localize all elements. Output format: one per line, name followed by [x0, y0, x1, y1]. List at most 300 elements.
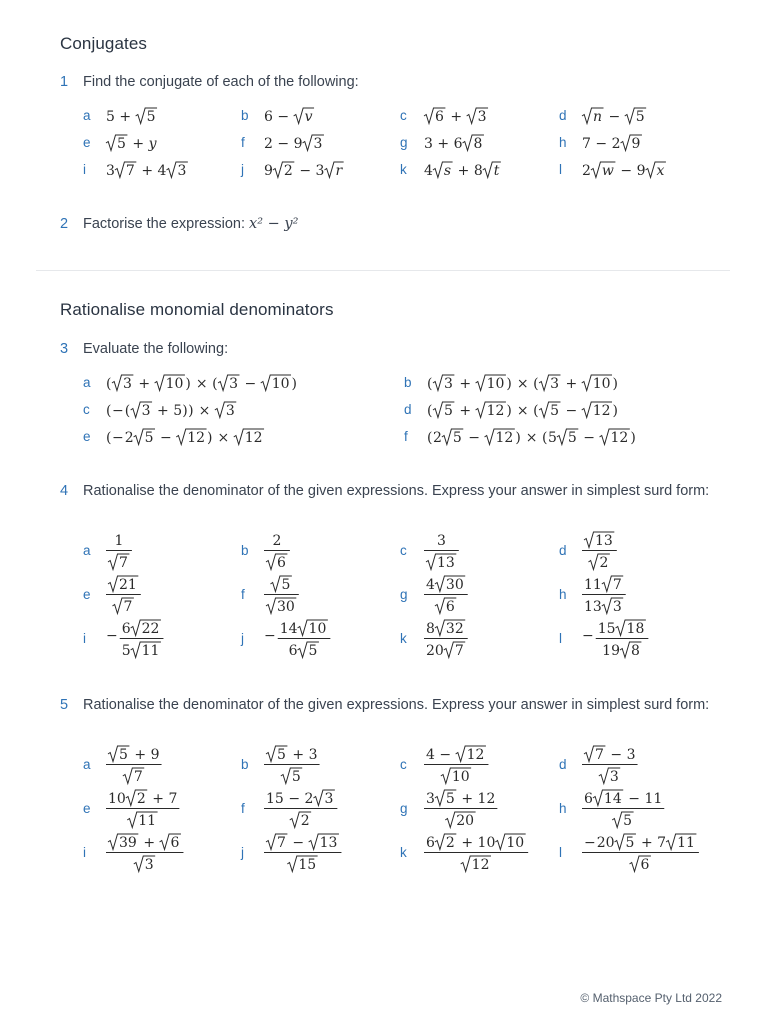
svg-text:−: −	[582, 628, 594, 644]
svg-text:−: −	[595, 136, 608, 152]
svg-text:7: 7	[657, 835, 667, 851]
section-title-conjugates: Conjugates	[60, 34, 148, 53]
question-number-2: 2	[60, 216, 69, 232]
svg-text:7: 7	[582, 136, 591, 152]
question-number-5: 5	[60, 697, 69, 713]
svg-text:(: (	[427, 376, 433, 392]
question-number-3: 3	[60, 341, 69, 357]
svg-text:3: 3	[122, 376, 132, 392]
svg-text:13: 13	[595, 533, 613, 549]
svg-text:11: 11	[644, 791, 663, 807]
svg-text:9: 9	[631, 136, 641, 152]
item-label-k: k	[400, 845, 407, 860]
svg-text:12: 12	[187, 430, 206, 446]
svg-text:6: 6	[288, 643, 298, 659]
math-expression-j	[264, 618, 333, 666]
svg-text:10: 10	[477, 835, 496, 851]
svg-text:6: 6	[121, 621, 131, 637]
svg-text:−: −	[277, 136, 290, 152]
item-label-l: l	[559, 631, 562, 646]
svg-text:3: 3	[141, 403, 151, 419]
svg-text:−: −	[160, 430, 172, 446]
item-label-e: e	[83, 135, 91, 150]
svg-text:−: −	[565, 403, 578, 419]
math-expression-d	[582, 530, 619, 578]
svg-text:−: −	[277, 109, 290, 125]
svg-text:1: 1	[114, 533, 124, 549]
svg-text:(: (	[542, 430, 548, 446]
svg-text:y: y	[148, 136, 157, 152]
math-expression-e	[106, 132, 160, 158]
svg-text:−: −	[439, 747, 452, 763]
question-4-text: Rationalise the denominator of the given expressions. Express your answer in simplest surd form:	[83, 483, 710, 499]
item-label-k: k	[400, 631, 407, 646]
item-label-h: h	[559, 587, 567, 602]
svg-text:5: 5	[277, 747, 286, 763]
question-number-4: 4	[60, 483, 69, 499]
svg-text:−: −	[583, 430, 596, 446]
math-expression-a	[106, 105, 160, 131]
svg-text:6: 6	[584, 791, 593, 807]
svg-text:5: 5	[550, 403, 559, 419]
svg-text:3: 3	[436, 533, 446, 549]
svg-text:5: 5	[281, 577, 291, 593]
svg-text:−: −	[299, 163, 312, 179]
item-label-f: f	[241, 801, 245, 816]
math-expression-b	[264, 744, 322, 792]
svg-text:20: 20	[596, 835, 615, 851]
svg-text:+: +	[157, 403, 169, 419]
svg-text:−: −	[292, 835, 305, 851]
math-expression-g	[424, 132, 487, 158]
math-expression-c	[424, 105, 491, 131]
svg-text:6: 6	[453, 136, 463, 152]
item-label-g: g	[400, 801, 408, 816]
item-label-a: a	[83, 108, 91, 123]
svg-text:9: 9	[636, 163, 646, 179]
svg-text:(: (	[106, 376, 112, 392]
svg-text:−: −	[111, 403, 124, 419]
section-divider	[36, 270, 730, 271]
svg-text:(: (	[533, 376, 539, 392]
svg-text:12: 12	[495, 430, 514, 446]
item-label-i: i	[83, 162, 86, 177]
svg-text:10: 10	[451, 769, 470, 785]
svg-text:18: 18	[626, 621, 645, 637]
svg-text:5: 5	[623, 813, 633, 829]
math-expression-b	[427, 372, 621, 398]
item-label-g: g	[400, 135, 408, 150]
svg-text:+: +	[437, 136, 450, 152]
svg-text:12: 12	[244, 430, 263, 446]
svg-text:12: 12	[610, 430, 629, 446]
svg-text:(: (	[533, 403, 539, 419]
math-expression-d	[427, 399, 621, 425]
svg-text:+: +	[141, 163, 154, 179]
svg-text:r: r	[335, 163, 343, 179]
svg-text:6: 6	[426, 835, 435, 851]
svg-text:12: 12	[466, 747, 485, 763]
svg-text:7: 7	[133, 769, 143, 785]
svg-text:2: 2	[582, 163, 591, 179]
svg-text:+: +	[461, 791, 474, 807]
svg-text:5: 5	[625, 835, 635, 851]
svg-text:−: −	[264, 628, 276, 644]
svg-text:11: 11	[138, 813, 157, 829]
svg-text:15: 15	[266, 791, 284, 807]
svg-text:×: ×	[525, 430, 538, 446]
svg-text:5: 5	[291, 769, 301, 785]
svg-text:): )	[185, 376, 191, 392]
copyright-footer: © Mathspace Pty Ltd 2022	[580, 991, 722, 1005]
svg-text:2: 2	[124, 430, 134, 446]
svg-text:6: 6	[435, 109, 444, 125]
svg-text:3: 3	[106, 163, 115, 179]
svg-text:+: +	[143, 835, 156, 851]
svg-text:22: 22	[141, 621, 160, 637]
math-expression-a	[106, 372, 300, 398]
svg-text:−: −	[584, 835, 596, 851]
svg-text:9: 9	[264, 163, 273, 179]
math-expression-h	[582, 788, 667, 836]
svg-text:+: +	[152, 791, 164, 807]
svg-text:8: 8	[630, 643, 640, 659]
svg-text:3: 3	[177, 163, 187, 179]
svg-text:5: 5	[567, 430, 577, 446]
math-expression-e	[106, 574, 143, 622]
svg-text:10: 10	[308, 621, 327, 637]
item-label-b: b	[241, 543, 249, 558]
svg-text:9: 9	[293, 136, 303, 152]
item-label-j: j	[241, 162, 244, 177]
math-expression-f	[264, 132, 327, 158]
svg-text:×: ×	[516, 376, 529, 392]
svg-text:6: 6	[264, 109, 273, 125]
math-expression-k	[424, 618, 470, 666]
svg-text:2: 2	[445, 835, 455, 851]
svg-text:3: 3	[315, 163, 325, 179]
math-expression-g	[424, 574, 470, 622]
question-number-1: 1	[60, 74, 69, 90]
svg-text:10: 10	[108, 791, 126, 807]
svg-text:8: 8	[426, 621, 435, 637]
svg-text:3: 3	[424, 136, 433, 152]
item-label-f: f	[404, 429, 408, 444]
svg-text:11: 11	[677, 835, 695, 851]
svg-text:×: ×	[217, 430, 230, 446]
math-expression-h	[582, 574, 628, 622]
math-expression-b	[264, 530, 292, 578]
math-expression-f	[427, 426, 639, 452]
math-expression-d	[582, 744, 640, 792]
svg-text:2: 2	[283, 163, 293, 179]
svg-text:+: +	[640, 835, 653, 851]
math-expression-e	[106, 788, 182, 836]
svg-text:×: ×	[195, 376, 208, 392]
svg-text:−: −	[106, 628, 118, 644]
math-expression-e	[106, 426, 267, 452]
svg-text:s: s	[443, 163, 452, 179]
svg-text:5: 5	[445, 791, 455, 807]
svg-text:7: 7	[277, 835, 286, 851]
svg-text:): )	[506, 376, 512, 392]
svg-text:10: 10	[271, 376, 290, 392]
item-label-f: f	[241, 587, 245, 602]
item-label-e: e	[83, 587, 91, 602]
item-label-e: e	[83, 429, 91, 444]
svg-text:4: 4	[426, 747, 435, 763]
svg-text:(: (	[106, 430, 112, 446]
item-label-d: d	[559, 108, 567, 123]
item-label-l: l	[559, 162, 562, 177]
svg-text:2: 2	[300, 813, 310, 829]
section-title-rationalise: Rationalise monomial denominators	[60, 300, 334, 319]
svg-text:5: 5	[547, 430, 557, 446]
svg-text:10: 10	[506, 835, 525, 851]
math-expression-k	[424, 832, 531, 880]
svg-text:19: 19	[602, 643, 621, 659]
svg-text:6: 6	[170, 835, 180, 851]
svg-text:(: (	[212, 376, 218, 392]
svg-text:x: x	[656, 163, 665, 179]
svg-text:−: −	[244, 376, 257, 392]
svg-text:): )	[612, 403, 618, 419]
svg-text:v: v	[304, 109, 313, 125]
question-5-text: Rationalise the denominator of the given expressions. Express your answer in simplest surd form:	[83, 697, 710, 713]
svg-text:3: 3	[225, 403, 235, 419]
item-label-h: h	[559, 801, 567, 816]
svg-text:7: 7	[119, 555, 128, 571]
math-expression-h	[582, 132, 645, 158]
math-expression-a	[106, 744, 164, 792]
svg-text:+: +	[565, 376, 578, 392]
svg-text:2: 2	[611, 136, 621, 152]
svg-text:11: 11	[584, 577, 602, 593]
svg-text:(: (	[427, 403, 433, 419]
svg-text:(: (	[427, 430, 433, 446]
item-label-d: d	[559, 543, 567, 558]
item-label-j: j	[241, 845, 244, 860]
item-label-k: k	[400, 162, 407, 177]
svg-text:−: −	[620, 163, 633, 179]
svg-text:): )	[188, 403, 194, 419]
svg-text:3: 3	[308, 747, 318, 763]
svg-text:3: 3	[612, 599, 622, 615]
svg-text:5: 5	[443, 403, 453, 419]
svg-text:+: +	[119, 109, 132, 125]
svg-text:13: 13	[319, 835, 338, 851]
svg-text:4: 4	[424, 163, 433, 179]
svg-text:7: 7	[454, 643, 464, 659]
question-2-prompt: Factorise the expression:	[83, 216, 250, 232]
svg-text:(: (	[106, 403, 112, 419]
math-expression-i	[106, 159, 191, 185]
svg-text:): )	[515, 430, 521, 446]
svg-text:5: 5	[308, 643, 318, 659]
svg-text:5: 5	[635, 109, 645, 125]
svg-text:2: 2	[304, 791, 314, 807]
svg-text:+: +	[461, 835, 474, 851]
svg-text:14: 14	[603, 791, 622, 807]
item-label-l: l	[559, 845, 562, 860]
question-2-expression: x² − y²	[249, 216, 299, 232]
question-2-text	[83, 214, 298, 234]
item-label-g: g	[400, 587, 408, 602]
item-label-b: b	[241, 108, 249, 123]
math-expression-c	[424, 744, 491, 792]
svg-text:4: 4	[157, 163, 167, 179]
svg-text:×: ×	[198, 403, 211, 419]
svg-text:+: +	[450, 109, 463, 125]
svg-text:21: 21	[119, 577, 137, 593]
svg-text:): )	[612, 376, 618, 392]
svg-text:12: 12	[592, 403, 611, 419]
svg-text:3: 3	[426, 791, 435, 807]
svg-text:15: 15	[597, 621, 616, 637]
svg-text:): )	[506, 403, 512, 419]
svg-text:10: 10	[486, 376, 505, 392]
math-expression-g	[424, 788, 500, 836]
math-expression-l	[582, 618, 651, 666]
math-expression-b	[264, 105, 317, 131]
svg-text:6: 6	[277, 555, 286, 571]
svg-text:5: 5	[121, 643, 131, 659]
math-expression-k	[424, 159, 504, 185]
svg-text:5: 5	[173, 403, 183, 419]
svg-text:+: +	[292, 747, 305, 763]
svg-text:−: −	[111, 430, 124, 446]
svg-text:32: 32	[445, 621, 464, 637]
svg-text:8: 8	[473, 163, 483, 179]
item-label-a: a	[83, 757, 91, 772]
svg-text:−: −	[468, 430, 481, 446]
svg-text:3: 3	[324, 791, 334, 807]
svg-text:7: 7	[595, 747, 604, 763]
svg-text:+: +	[138, 376, 151, 392]
svg-text:+: +	[134, 747, 147, 763]
svg-text:2: 2	[432, 430, 442, 446]
svg-text:−: −	[610, 747, 623, 763]
svg-text:10: 10	[165, 376, 184, 392]
svg-text:3: 3	[229, 376, 238, 392]
svg-text:7: 7	[612, 577, 622, 593]
item-label-b: b	[404, 375, 412, 390]
svg-text:−: −	[608, 109, 621, 125]
math-expression-f	[264, 574, 301, 622]
svg-text:11: 11	[141, 643, 160, 659]
svg-text:15: 15	[298, 857, 317, 873]
math-expression-c	[424, 530, 461, 578]
svg-text:12: 12	[486, 403, 505, 419]
svg-text:2: 2	[599, 555, 609, 571]
svg-text:(: (	[124, 403, 131, 419]
svg-text:30: 30	[277, 599, 295, 615]
svg-text:20: 20	[456, 813, 475, 829]
item-label-c: c	[400, 108, 407, 123]
svg-text:+: +	[457, 163, 470, 179]
item-label-c: c	[400, 543, 407, 558]
math-expression-i	[106, 618, 166, 666]
svg-text:6: 6	[445, 599, 455, 615]
item-label-a: a	[83, 375, 91, 390]
svg-text:5: 5	[106, 109, 115, 125]
svg-text:−: −	[628, 791, 640, 807]
svg-text:12: 12	[477, 791, 496, 807]
math-expression-f	[264, 788, 340, 836]
svg-text:2: 2	[272, 533, 282, 549]
svg-text:5: 5	[119, 747, 128, 763]
svg-text:30: 30	[445, 577, 464, 593]
svg-text:3: 3	[477, 109, 487, 125]
math-expression-j	[264, 159, 347, 185]
math-expression-a	[106, 530, 134, 578]
svg-text:7: 7	[168, 791, 178, 807]
math-expression-i	[106, 832, 186, 880]
svg-text:3: 3	[609, 769, 619, 785]
item-label-e: e	[83, 801, 91, 816]
item-label-j: j	[241, 631, 244, 646]
item-label-c: c	[400, 757, 407, 772]
svg-text:3: 3	[443, 376, 453, 392]
math-expression-j	[264, 832, 344, 880]
item-label-d: d	[404, 402, 412, 417]
math-expression-d	[582, 105, 649, 131]
svg-text:3: 3	[626, 747, 636, 763]
svg-text:+: +	[459, 403, 472, 419]
svg-text:t: t	[493, 163, 500, 179]
svg-text:9: 9	[150, 747, 160, 763]
svg-text:w: w	[601, 163, 614, 179]
svg-text:7: 7	[125, 163, 135, 179]
svg-text:+: +	[459, 376, 472, 392]
svg-text:5: 5	[452, 430, 462, 446]
svg-text:): )	[630, 430, 636, 446]
svg-text:5: 5	[144, 430, 154, 446]
svg-text:10: 10	[592, 376, 611, 392]
question-3-text: Evaluate the following:	[83, 341, 229, 357]
item-label-b: b	[241, 757, 249, 772]
svg-text:3: 3	[144, 857, 154, 873]
svg-text:4: 4	[426, 577, 435, 593]
svg-text:): )	[291, 376, 297, 392]
svg-text:6: 6	[640, 857, 650, 873]
svg-text:20: 20	[426, 643, 444, 659]
svg-text:3: 3	[313, 136, 323, 152]
svg-text:5: 5	[117, 136, 126, 152]
svg-text:5: 5	[146, 109, 156, 125]
item-label-i: i	[83, 631, 86, 646]
svg-text:14: 14	[279, 621, 298, 637]
item-label-h: h	[559, 135, 567, 150]
svg-text:×: ×	[516, 403, 529, 419]
svg-text:8: 8	[473, 136, 483, 152]
question-1-text: Find the conjugate of each of the following:	[83, 74, 359, 90]
svg-text:): )	[207, 430, 213, 446]
svg-text:3: 3	[550, 376, 559, 392]
svg-text:12: 12	[471, 857, 490, 873]
math-expression-l	[582, 832, 701, 880]
math-expression-l	[582, 159, 669, 185]
item-label-i: i	[83, 845, 86, 860]
svg-text:−: −	[288, 791, 301, 807]
item-label-d: d	[559, 757, 567, 772]
svg-text:2: 2	[264, 136, 273, 152]
item-label-c: c	[83, 402, 90, 417]
math-expression-c	[106, 399, 239, 425]
svg-text:+: +	[132, 136, 145, 152]
item-label-f: f	[241, 135, 245, 150]
item-label-a: a	[83, 543, 91, 558]
